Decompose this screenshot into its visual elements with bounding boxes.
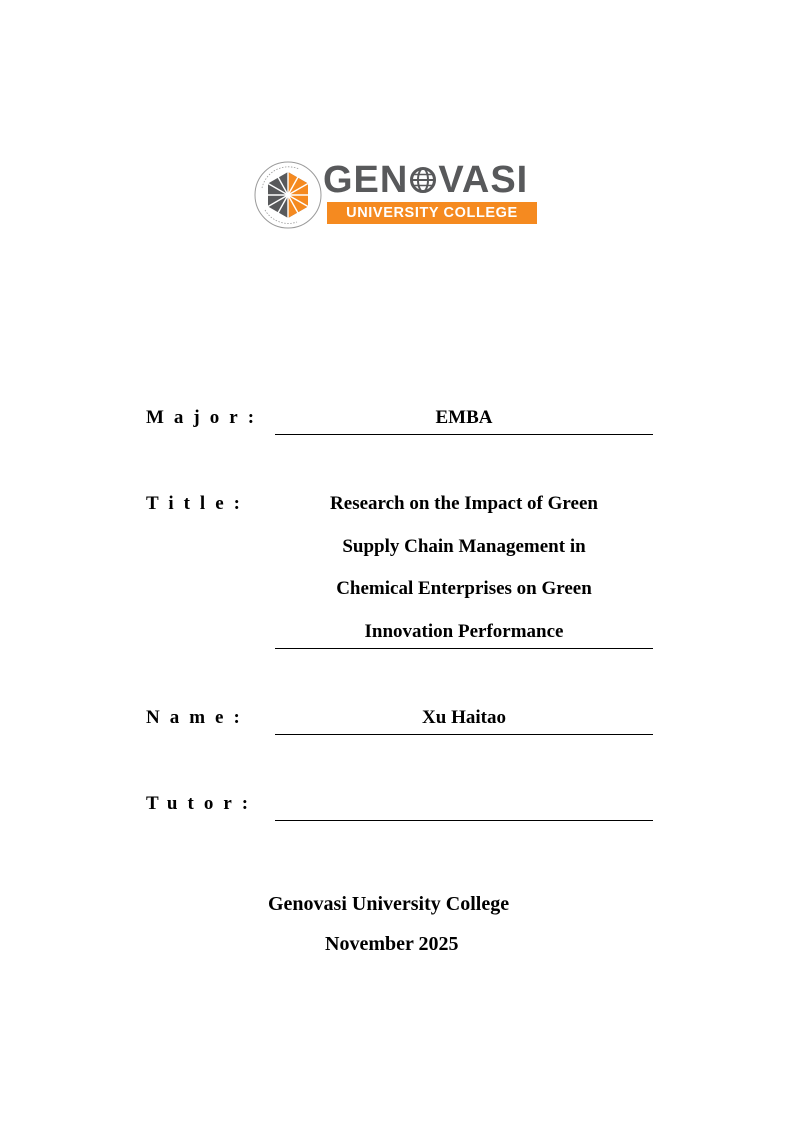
title-label: Title:: [146, 493, 250, 514]
submission-date: November 2025: [325, 933, 459, 955]
tutor-label: Tutor:: [146, 793, 259, 814]
name-value: Xu Haitao: [275, 706, 653, 735]
university-emblem-icon: [253, 160, 323, 230]
tutor-value: [275, 792, 653, 821]
title-line: Research on the Impact of Green: [330, 493, 598, 514]
institution-name: Genovasi University College: [268, 893, 510, 915]
title-value: [275, 490, 653, 649]
college-name-bar: UNIVERSITY COLLEGE: [327, 202, 537, 224]
major-value: EMBA: [275, 406, 653, 435]
major-label: Major:: [146, 407, 265, 428]
brand-name: GEN VASI: [323, 159, 529, 201]
genovasi-logo: [253, 160, 543, 230]
title-line: Supply Chain Management in: [342, 535, 586, 557]
title-line: Chemical Enterprises on Green: [336, 578, 592, 599]
title-line: Innovation Performance: [364, 620, 564, 642]
name-label: Name:: [146, 707, 250, 728]
globe-icon: [409, 166, 437, 194]
